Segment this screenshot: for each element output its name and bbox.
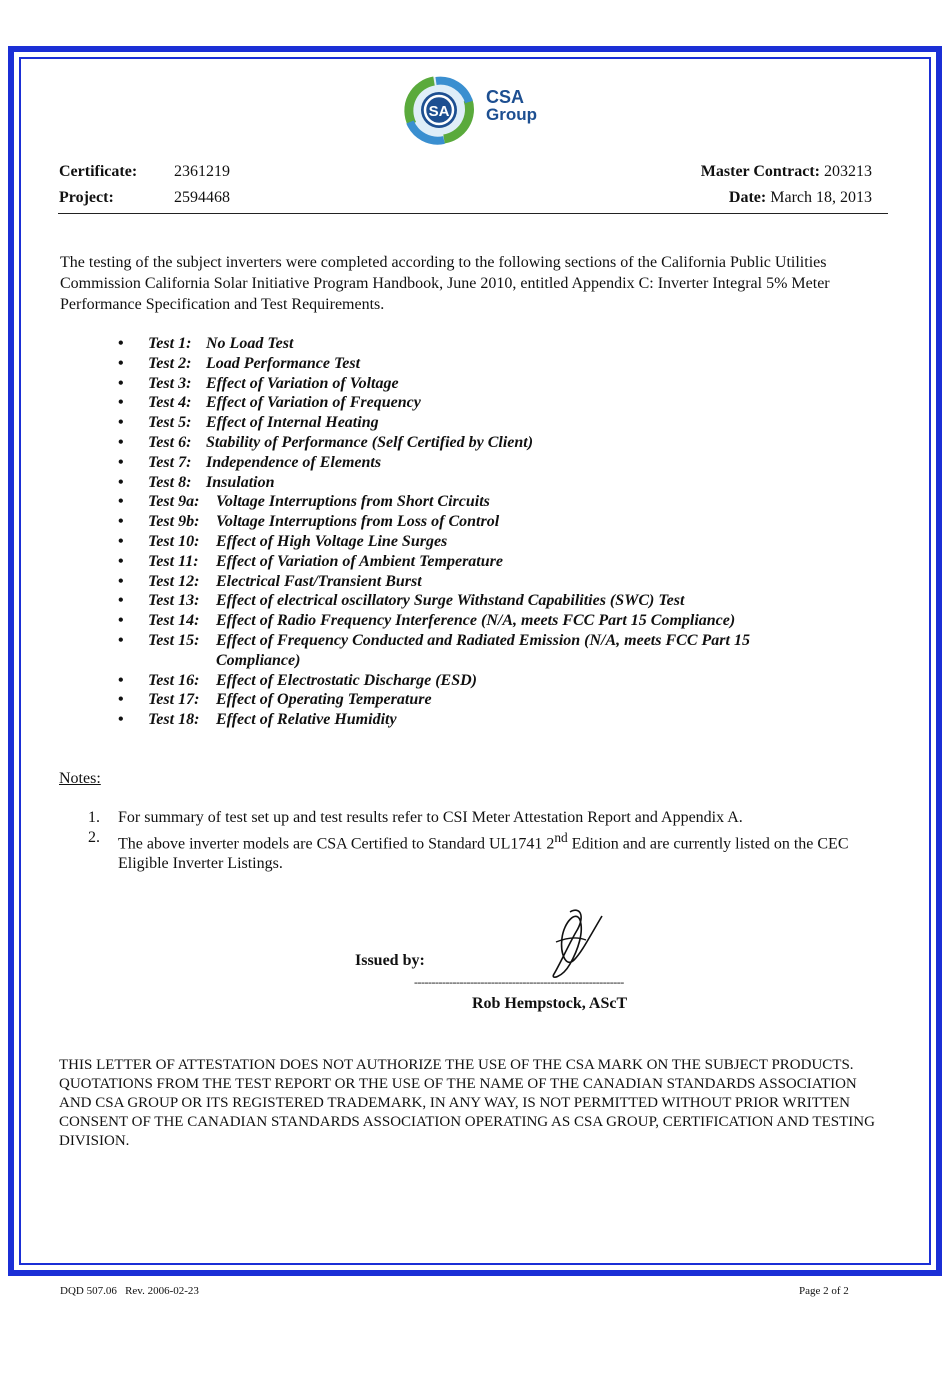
signer-name: Rob Hempstock, AScT [472,995,628,1012]
test-item [118,611,858,631]
test-number: Test 15: [148,631,200,649]
test-item [118,710,858,730]
test-title: Voltage Interruptions from Loss of Control [216,513,500,531]
logo-text-group: Group [486,105,537,124]
test-number: Test 5: [148,414,192,432]
intro-paragraph: The testing of the subject inverters were completed according to the following sections of the California Public Utilities Commission California Solar Initiative Program Handbook, June 2010, entitled Appendix C: Inverter Integral 5% Meter Performance Specification and Test Requirements. [60,254,830,313]
test-item [118,433,858,453]
test-title: Effect of Operating Temperature [216,691,432,709]
test-item [118,532,858,552]
test-number: Test 11: [148,552,199,570]
footer-page-number: Page 2 of 2 [799,1285,849,1297]
test-item [118,631,858,671]
test-item [118,354,858,374]
bullet-glyph: • [118,493,124,511]
bullet-glyph: • [118,671,124,689]
test-number: Test 17: [148,691,200,709]
test-title: No Load Test [206,335,294,352]
test-title: Effect of Internal Heating [206,414,379,432]
test-item [118,374,858,394]
test-title: Effect of Relative Humidity [216,711,397,729]
test-number: Test 8: [148,473,192,491]
logo-text-csa: CSA [486,87,525,107]
bullet-glyph: • [118,473,124,491]
test-item [118,473,858,493]
bullet-glyph: • [118,453,124,471]
signature-line: ------------------------------------------------------------ [414,975,624,989]
note-item [88,828,888,874]
test-number: Test 7: [148,453,192,471]
test-title: Electrical Fast/Transient Burst [216,572,422,590]
date-value: March 18, 2013 [770,189,872,206]
test-item [118,492,858,512]
test-number: Test 4: [148,394,192,412]
csa-logo-emblem [394,74,484,146]
bullet-glyph: • [118,335,124,352]
test-item [118,690,858,710]
test-title: Load Performance Test [206,354,361,372]
test-number: Test 9a: [148,493,200,511]
test-item [118,393,858,413]
bullet-glyph: • [118,711,124,729]
test-item [118,413,858,433]
test-number: Test 2: [148,354,192,372]
disclaimer-paragraph-2: QUOTATIONS FROM THE TEST REPORT OR THE USE OF THE NAME OF THE CANADIAN STANDARDS ASSOCIATION AND CSA GROUP OR ITS REGISTERED TRADEMARK, IN ANY WAY, IS NOT PERMITTED WITHOUT PRIOR WRITTEN CONSENT OF THE CANADIAN STANDARDS ASSOCIATION OPERATING AS CSA GROUP, CERTIFICATION AND TESTING DIVISION. [59,1076,875,1149]
test-number: Test 18: [148,711,200,729]
master-contract-label: Master Contract: [700,163,820,180]
test-item [118,334,858,354]
test-title: Effect of Electrostatic Discharge (ESD) [216,671,478,689]
test-title: Stability of Performance (Self Certified by Client) [206,433,534,451]
header-divider [58,213,888,214]
bullet-glyph: • [118,354,124,372]
bullet-glyph: • [118,631,124,649]
test-title: Effect of electrical oscillatory Surge Withstand Capabilities (SWC) Test [216,592,685,610]
test-item [118,591,858,611]
bullet-glyph: • [118,552,124,570]
test-number: Test 9b: [148,513,200,531]
test-item [118,512,858,532]
test-item [118,552,858,572]
test-number: Test 10: [148,532,200,550]
bullet-glyph: • [118,592,124,610]
test-title: Voltage Interruptions from Short Circuits [216,493,490,511]
bullet-glyph: • [118,374,124,392]
test-title: Effect of Variation of Voltage [206,374,399,392]
test-number: Test 13: [148,592,200,610]
notes-heading: Notes: [59,770,101,787]
project-value: 2594468 [174,189,230,206]
bullet-glyph: • [118,532,124,550]
bullet-glyph: • [118,572,124,590]
test-title: Independence of Elements [206,453,382,471]
date-label: Date: [728,189,767,206]
test-title: Effect of Frequency Conducted and Radiated Emission (N/A, meets FCC Part 15 Compliance) [216,631,750,669]
certificate-value: 2361219 [174,163,230,180]
certificate-row [59,162,137,182]
handwritten-signature [540,902,610,982]
test-title: Effect of Variation of Frequency [206,394,421,412]
bullet-glyph: • [118,513,124,531]
footer-doc-id: DQD 507.06 Rev. 2006-02-23 [60,1285,199,1297]
test-title: Effect of Radio Frequency Interference (N/A, meets FCC Part 15 Compliance) [216,612,736,630]
test-number: Test 14: [148,612,200,630]
svg-text:SA: SA [428,103,450,120]
test-item [118,572,858,592]
issued-by-label: Issued by: [355,952,425,969]
bullet-glyph: • [118,612,124,630]
test-number: Test 6: [148,433,192,451]
notes-list [88,808,888,874]
test-number: Test 1: [148,335,192,352]
bullet-glyph: • [118,691,124,709]
test-title: Effect of High Voltage Line Surges [216,532,448,550]
test-item [118,453,858,473]
master-contract-row [701,162,872,182]
disclaimer-paragraph-1: THIS LETTER OF ATTESTATION DOES NOT AUTHORIZE THE USE OF THE CSA MARK ON THE SUBJECT PRODUCTS. [59,1057,854,1073]
disclaimer-block [59,1056,889,1151]
note-text-post: Edition and are currently listed on the CEC Eligible Inverter Listings. [118,835,849,873]
project-label: Project: [59,189,114,206]
test-title: Effect of Variation of Ambient Temperature [216,552,503,570]
master-contract-value: 203213 [824,163,872,180]
test-item [118,671,858,691]
certificate-label: Certificate: [59,163,138,180]
note-superscript: nd [554,830,568,845]
note-text: For summary of test set up and test results refer to CSI Meter Attestation Report and Appendix A. [118,809,743,826]
note-text-pre: The above inverter models are CSA Certified to Standard UL1741 2 [118,835,555,853]
date-row [729,188,872,208]
test-number: Test 12: [148,572,200,590]
test-number: Test 3: [148,374,192,392]
test-title: Insulation [206,473,275,491]
test-number: Test 16: [148,671,200,689]
note-number: 1. [88,809,100,826]
bullet-glyph: • [118,414,124,432]
note-item [88,808,888,828]
project-row [59,188,114,208]
bullet-glyph: • [118,394,124,412]
test-list [118,334,858,730]
bullet-glyph: • [118,433,124,451]
note-number: 2. [88,829,100,846]
csa-group-logo [394,74,544,146]
